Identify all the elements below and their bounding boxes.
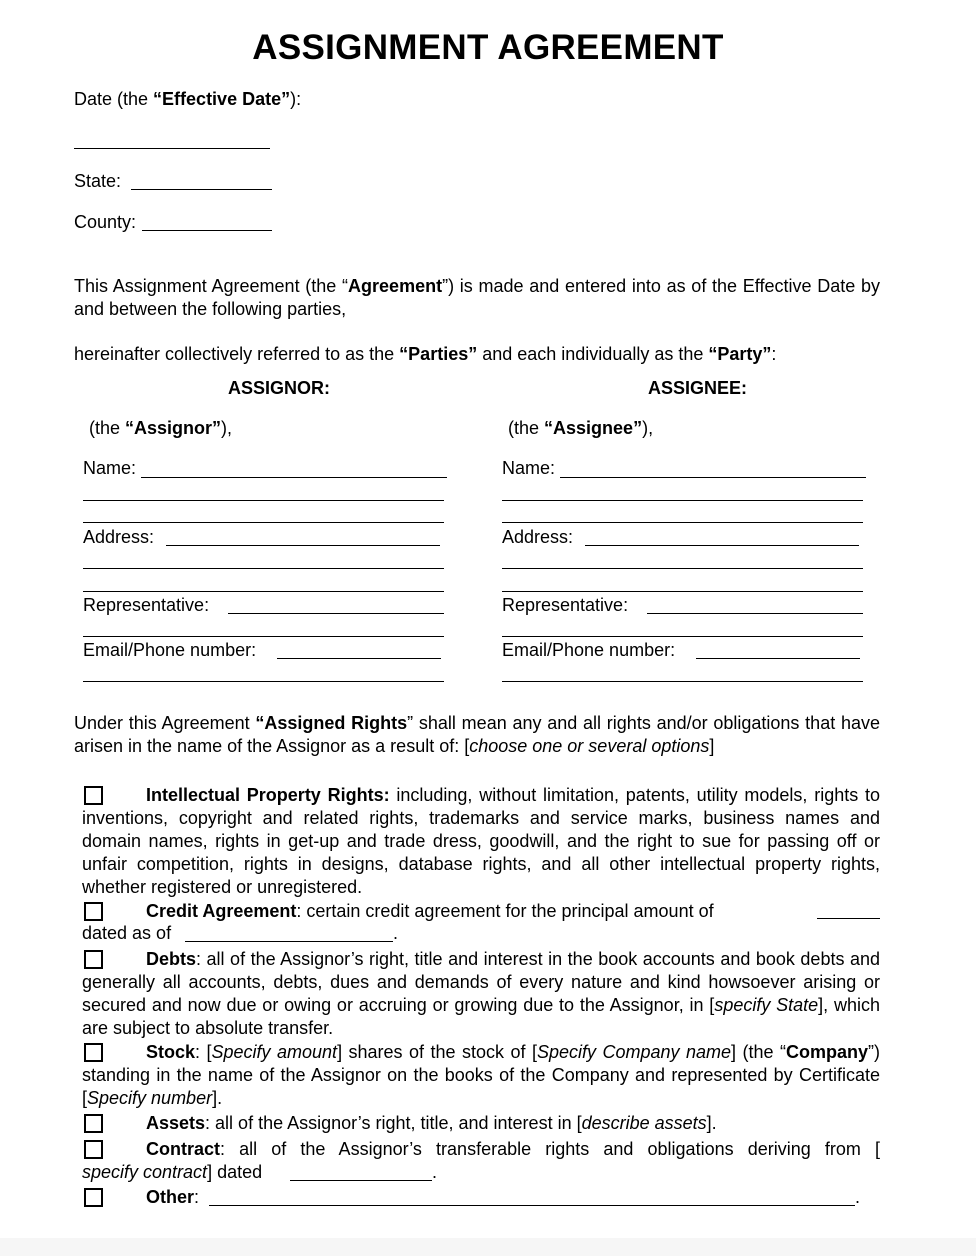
contract-line-2 (82, 1161, 262, 1184)
other-field[interactable] (209, 1205, 855, 1206)
parties-text-b: and each individually as the (477, 344, 709, 364)
assignee-name-line-2[interactable] (502, 500, 863, 501)
assignee-address-line-2[interactable] (502, 568, 863, 569)
date-label-bold: “Effective Date” (153, 89, 291, 109)
credit-amount-field[interactable] (817, 918, 880, 919)
assignee-name-line-3[interactable] (502, 522, 863, 523)
stock-text-c: ] (the “ (731, 1042, 786, 1062)
assignee-address-field[interactable] (585, 545, 859, 546)
credit-agreement-option (146, 900, 714, 923)
credit-date-field[interactable] (185, 941, 393, 942)
assignor-the (89, 417, 232, 440)
other-title: Other (146, 1187, 195, 1207)
assignee-heading: ASSIGNEE: (648, 378, 748, 398)
assets-title: Assets (146, 1113, 206, 1133)
assignor-rep-label: Representative: (83, 595, 210, 615)
agreement-term: Agreement (348, 276, 443, 296)
assignee-address-line-3[interactable] (502, 591, 863, 592)
assignee-email-line-2[interactable] (502, 681, 863, 682)
state-label: State: (74, 171, 122, 191)
stock-option (82, 1041, 880, 1110)
contract-option (82, 1138, 880, 1161)
other-option (146, 1186, 199, 1209)
assignor-address-field[interactable] (166, 545, 440, 546)
stock-text-e: ]. (212, 1088, 223, 1108)
other-checkbox[interactable] (84, 1188, 103, 1207)
credit-agreement-checkbox[interactable] (84, 902, 103, 921)
assignor-address-line-2[interactable] (83, 568, 444, 569)
rights-choose-note: choose one or several options (469, 736, 710, 756)
assignor-name-line-3[interactable] (83, 522, 444, 523)
debts-text-a: : all of the Assignor’s right, title and interest in the book accounts and book debts and generally all accounts, debts, dues and demands of every nature and kind howsoever arising or secured and now due or owing or accruing or growing due to the Assignor, in [ (82, 949, 880, 1015)
assigned-rights-paragraph (74, 712, 880, 758)
page-bottom-edge (0, 1238, 976, 1256)
rights-text-b: ” shall mean any and all rights and/or obligations that have arisen in the name of the Assignor as a result of: [ (74, 713, 880, 756)
parties-text-a: hereinafter collectively referred to as the (74, 344, 400, 364)
credit-agreement-title: Credit Agreement (146, 901, 297, 921)
stock-text-d: ”) standing in the name of the Assignor on the books of the Company and represented by Certificate [ (82, 1042, 881, 1108)
assignor-the-suffix: ), (221, 418, 233, 438)
stock-number-placeholder: Specify number (87, 1088, 213, 1108)
intro-paragraph (74, 275, 880, 321)
assets-text-b: ]. (706, 1113, 717, 1133)
assignor-address-label: Address: (83, 527, 155, 547)
assignor-email-label: Email/Phone number: (83, 640, 257, 660)
assignor-the-prefix: (the (89, 418, 126, 438)
contract-date-field[interactable] (290, 1180, 432, 1181)
assignee-the (508, 417, 653, 440)
document-title: ASSIGNMENT AGREEMENT (252, 28, 724, 67)
debts-text-b: ], which are subject to absolute transfer. (82, 995, 880, 1038)
contract-text-a: : all of the Assignor’s transferable rights and obligations deriving from [ (220, 1139, 880, 1159)
parties-term: “Parties” (399, 344, 478, 364)
assignee-the-prefix: (the (508, 418, 545, 438)
assignee-rep-field[interactable] (647, 613, 863, 614)
parties-paragraph (74, 343, 776, 366)
contract-placeholder: specify contract (82, 1162, 208, 1182)
assignor-name-label: Name: (83, 458, 137, 478)
assignee-email-field[interactable] (696, 658, 860, 659)
contract-title: Contract (146, 1139, 221, 1159)
rights-text-c: ] (709, 736, 715, 756)
stock-amount-placeholder: Specify amount (211, 1042, 338, 1062)
stock-company-placeholder: Specify Company name (536, 1042, 732, 1062)
assignee-the-suffix: ), (642, 418, 654, 438)
effective-date-label (74, 88, 301, 111)
debts-option (82, 948, 880, 1040)
credit-period: . (393, 923, 399, 943)
credit-dated-label: dated as of (82, 923, 172, 943)
contract-period: . (432, 1162, 438, 1182)
debts-title: Debts (146, 949, 197, 969)
assignee-name-label: Name: (502, 458, 556, 478)
assets-option (146, 1112, 717, 1135)
assignee-rep-label: Representative: (502, 595, 629, 615)
parties-text-c: : (771, 344, 777, 364)
intro-text-a: This Assignment Agreement (the “ (74, 276, 349, 296)
assignee-email-label: Email/Phone number: (502, 640, 676, 660)
other-period: . (855, 1187, 861, 1207)
assignor-rep-line-2[interactable] (83, 636, 444, 637)
rights-text-a: Under this Agreement (74, 713, 256, 733)
date-label-prefix: Date (the (74, 89, 154, 109)
assigned-rights-term: “Assigned Rights (255, 713, 408, 733)
date-label-suffix: ): (290, 89, 302, 109)
assignee-rep-line-2[interactable] (502, 636, 863, 637)
ip-rights-text: including, without limitation, patents, utility models, rights to inventions, copyright and related rights, trademarks and service marks, business names and domain names, rights in get-up and trade dress, goodwill, and the right to sue for passing off or unfair competition, rights in designs, database rights, and all other intellectual property rights, whether registered or unregistered. (82, 785, 880, 897)
effective-date-field[interactable] (74, 148, 270, 149)
assignor-email-field[interactable] (277, 658, 441, 659)
assets-checkbox[interactable] (84, 1114, 103, 1133)
assignor-address-line-3[interactable] (83, 591, 444, 592)
assignor-name-field[interactable] (141, 477, 447, 478)
assignee-term: “Assignee” (544, 418, 643, 438)
stock-text-b: ] shares of the stock of [ (337, 1042, 537, 1062)
stock-title: Stock (146, 1042, 196, 1062)
ip-rights-option (82, 784, 880, 899)
ip-rights-title: Intellectual Property Rights: (146, 785, 390, 805)
assignor-term: “Assignor” (125, 418, 222, 438)
county-label: County: (74, 212, 137, 232)
assignor-email-line-2[interactable] (83, 681, 444, 682)
debts-state-placeholder: specify State (714, 995, 819, 1015)
assignor-heading: ASSIGNOR: (228, 378, 331, 398)
contract-text-b: ] dated (207, 1162, 263, 1182)
company-term: Company (786, 1042, 869, 1062)
county-field[interactable] (142, 230, 272, 231)
assets-placeholder: describe assets (581, 1113, 707, 1133)
stock-text-a: : [ (195, 1042, 212, 1062)
assignee-address-label: Address: (502, 527, 574, 547)
assets-text-a: : all of the Assignor’s right, title, and interest in [ (205, 1113, 582, 1133)
intro-text-b: ”) is made and entered into as of the Effective Date by and between the following parties, (74, 276, 880, 319)
state-field[interactable] (131, 189, 272, 190)
assignee-name-field[interactable] (560, 477, 866, 478)
assignor-name-line-2[interactable] (83, 500, 444, 501)
credit-agreement-text: : certain credit agreement for the principal amount of (296, 901, 714, 921)
other-colon: : (194, 1187, 200, 1207)
assignor-rep-field[interactable] (228, 613, 444, 614)
party-term: “Party” (708, 344, 772, 364)
